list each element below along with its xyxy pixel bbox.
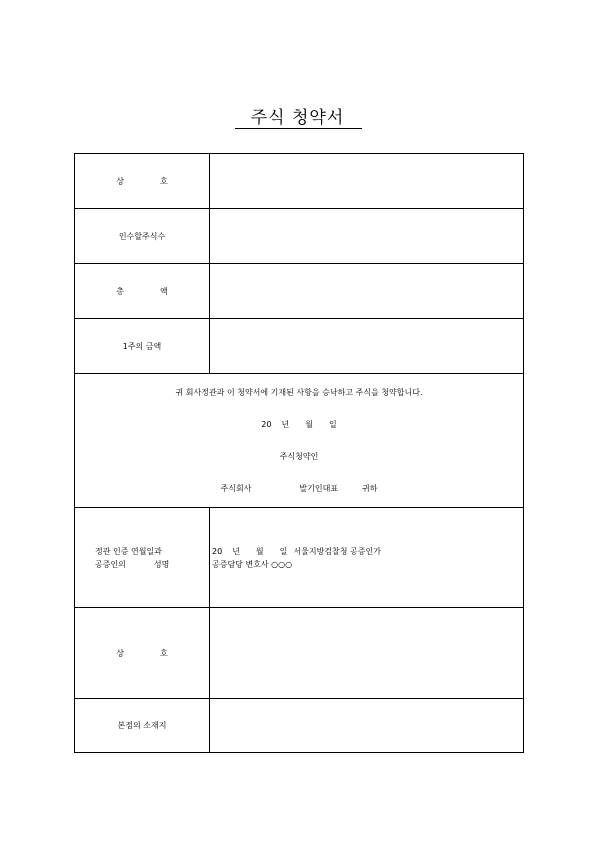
- total-value[interactable]: [210, 264, 524, 319]
- per-share-label: 1주의 금액: [75, 319, 210, 374]
- row-head-office: [75, 699, 524, 753]
- trade-name-label: 상 호: [75, 154, 210, 209]
- per-share-value[interactable]: [210, 319, 524, 374]
- trade-name-value[interactable]: [210, 154, 524, 209]
- row-statement: [75, 374, 524, 508]
- row-total: [75, 264, 524, 319]
- shares-label: 인수할주식수: [75, 209, 210, 264]
- notary-value: 20 년 월 일 서울지방검찰청 공증인가 공증담당 변호사 ○○○: [210, 508, 524, 608]
- document-title: 주식 청약서: [250, 108, 345, 128]
- statement-subscriber: 주식청약인: [279, 451, 319, 461]
- notary-label: 정관 인증 연월일과 공증인의 성명: [75, 508, 210, 608]
- shares-value[interactable]: [210, 209, 524, 264]
- trade-name-2-value[interactable]: [210, 608, 524, 699]
- subscription-form-table: [74, 153, 524, 753]
- head-office-value[interactable]: [210, 699, 524, 753]
- statement-addressee: 주식회사 발기인대표 귀하: [220, 483, 378, 493]
- head-office-label: 본점의 소재지: [75, 699, 210, 753]
- row-notary: [75, 508, 524, 608]
- row-trade-name: [75, 154, 524, 209]
- total-label: 총 액: [75, 264, 210, 319]
- row-per-share: [75, 319, 524, 374]
- statement-date: 20 년 월 일: [261, 419, 337, 429]
- statement-text: 귀 회사정관과 이 청약서에 기재된 사항을 승낙하고 주식을 청약합니다.: [175, 387, 423, 397]
- title-underline: [235, 128, 362, 129]
- row-trade-name-2: [75, 608, 524, 699]
- trade-name-2-label: 상 호: [75, 608, 210, 699]
- row-shares: [75, 209, 524, 264]
- statement-cell: [75, 374, 524, 508]
